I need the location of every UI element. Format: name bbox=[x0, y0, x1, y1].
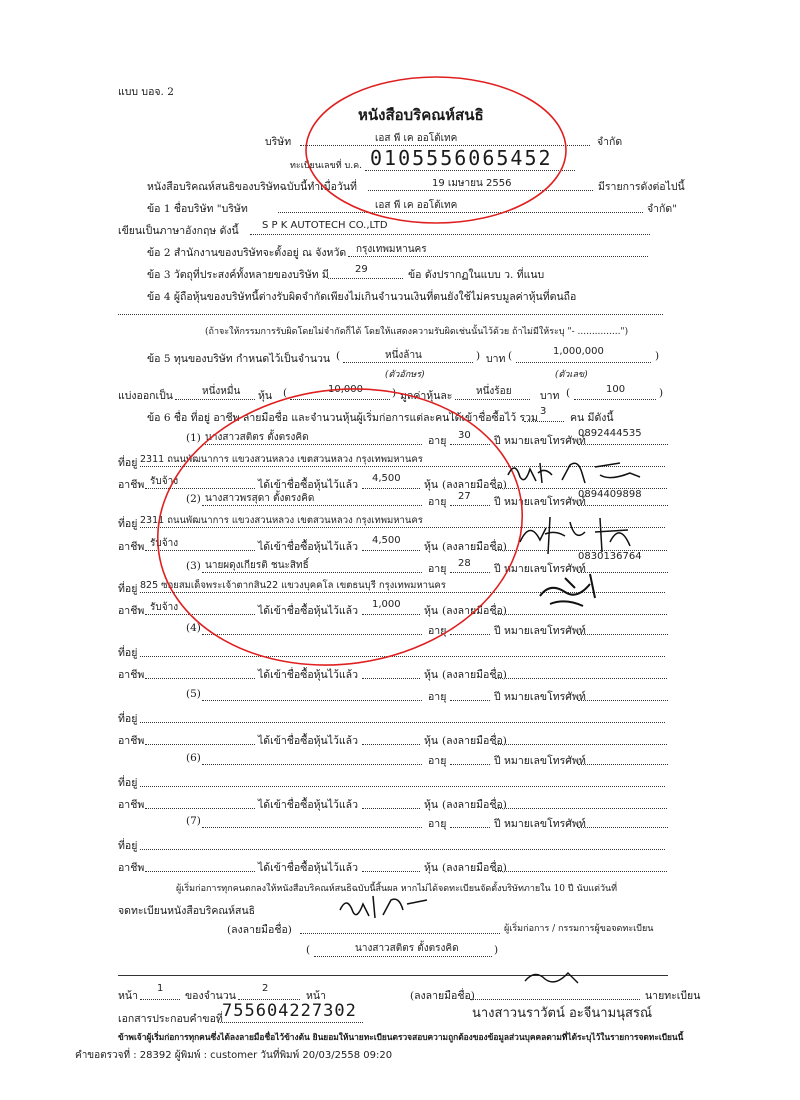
signature-label: (ลงลายมือชื่อ) bbox=[442, 669, 507, 681]
item2-label: ข้อ 2 สำนักงานของบริษัทจะตั้งอยู่ ณ จังหวัด bbox=[147, 247, 347, 259]
item6-count: 3 bbox=[540, 406, 547, 417]
print-info: คำขอตรวจที่ : 28392 ผู้พิมพ์ : customer วันที่พิมพ์ 20/03/2558 09:20 bbox=[75, 1050, 393, 1061]
footer-total-pages: 2 bbox=[262, 983, 269, 994]
promoter-phone: 0830136764 bbox=[578, 551, 642, 562]
footer-warning: ข้าพเจ้าผู้เริ่มก่อการทุกคนซึ่งได้ลงลายมือชื่อไว้ข้างต้น ยินยอมให้นายทะเบียนตรวจสอบความถูกต้องของข้อมูลส่วนบุคคลตามที่ได้ระบุไว้ในรายการจดทะเบียนนี้ bbox=[118, 1032, 684, 1042]
registration-label: ทะเบียนเลขที่ บ.ค. bbox=[290, 161, 362, 171]
promoter-shares: 4,500 bbox=[372, 473, 401, 484]
intro-tail: มีรายการดังต่อไปนี้ bbox=[598, 181, 685, 193]
year-tel-label: ปี หมายเลขโทรศัพท์ bbox=[494, 755, 586, 767]
promoter-number: (6) bbox=[186, 752, 201, 764]
item1-en-label: เขียนเป็นภาษาอังกฤษ ดังนี้ bbox=[118, 225, 239, 237]
age-label: อายุ bbox=[428, 691, 447, 703]
company-name: เอส พี เค ออโต้เทค bbox=[375, 133, 458, 144]
company-prefix: บริษัท bbox=[265, 136, 292, 148]
share-count-text: หนึ่งหมื่น bbox=[202, 386, 241, 397]
capital-text-note: (ตัวอักษร) bbox=[385, 370, 425, 380]
year-tel-label: ปี หมายเลขโทรศัพท์ bbox=[494, 496, 586, 508]
closing-line2: จดทะเบียนหนังสือบริคณห์สนธิ bbox=[118, 905, 256, 917]
registrar-signature bbox=[520, 963, 590, 993]
address-label: ที่อยู่ bbox=[118, 647, 138, 659]
signature-label: (ลงลายมือชื่อ) bbox=[442, 541, 507, 553]
item1-suffix: จำกัด" bbox=[647, 203, 678, 215]
item3-count: 29 bbox=[355, 264, 368, 275]
share-value-text: หนึ่งร้อย bbox=[476, 386, 512, 397]
occupation-label: อาชีพ bbox=[118, 541, 145, 553]
year-tel-label: ปี หมายเลขโทรศัพท์ bbox=[494, 435, 586, 447]
intro-text: หนังสือบริคณห์สนธิของบริษัทฉบับนี้ทำเมื่อวันที่ bbox=[147, 181, 357, 193]
address-label: ที่อยู่ bbox=[118, 777, 138, 789]
promoter-age: 27 bbox=[458, 491, 471, 502]
share-unit-label: หุ้น bbox=[424, 605, 439, 617]
item5-baht: บาท bbox=[486, 353, 506, 365]
occupation-label: อาชีพ bbox=[118, 605, 145, 617]
memorandum-date: 19 เมษายน 2556 bbox=[432, 178, 512, 189]
item2-province: กรุงเทพมหานคร bbox=[356, 244, 427, 255]
share-unit-label: หุ้น bbox=[424, 862, 439, 874]
promoter-address: 2311 ถนนพัฒนาการ แขวงสวนหลวง เขตสวนหลวง กรุงเทพมหานคร bbox=[140, 515, 423, 526]
promoter-number: (5) bbox=[186, 688, 201, 700]
share-unit-label: หุ้น bbox=[424, 799, 439, 811]
age-label: อายุ bbox=[428, 563, 447, 575]
year-tel-label: ปี หมายเลขโทรศัพท์ bbox=[494, 625, 586, 637]
age-label: อายุ bbox=[428, 755, 447, 767]
share-unit-label: หุ้น bbox=[424, 735, 439, 747]
age-label: อายุ bbox=[428, 818, 447, 830]
age-label: อายุ bbox=[428, 496, 447, 508]
share-unit-label: หุ้น bbox=[424, 479, 439, 491]
shares-unit: หุ้น bbox=[258, 390, 273, 402]
year-tel-label: ปี หมายเลขโทรศัพท์ bbox=[494, 563, 586, 575]
closing-sign-label: (ลงลายมือชื่อ) bbox=[227, 924, 292, 936]
promoter-number: (7) bbox=[186, 815, 201, 827]
closing-signer: นางสาวสติตร ตั้งตรงคิด bbox=[355, 943, 459, 954]
share-value-label: มูลค่าหุ้นละ bbox=[400, 390, 453, 402]
receipt-label: เอกสารประกอบคำขอที่ bbox=[118, 1013, 223, 1025]
signature-label: (ลงลายมือชื่อ) bbox=[442, 735, 507, 747]
promoter-phone: 0894409898 bbox=[578, 489, 642, 500]
footer-page-number: 1 bbox=[157, 983, 164, 994]
item6-label: ข้อ 6 ชื่อ ที่อยู่ อาชีพ ลายมือชื่อ และจำนวนหุ้นผู้เริ่มก่อการแต่ละคนได้เข้าชื่อซื้อไว้ รวม bbox=[147, 412, 538, 424]
item4-note: (ถ้าจะให้กรรมการรับผิดโดยไม่จำกัดก็ได้ โดยให้แสดงความรับผิดเช่นนั้นไว้ด้วย ถ้าไม่มีให้ระบุ "- ...............") bbox=[205, 327, 629, 337]
signature-label: (ลงลายมือชื่อ) bbox=[442, 799, 507, 811]
promoter-address: 2311 ถนนพัฒนาการ แขวงสวนหลวง เขตสวนหลวง กรุงเทพมหานคร bbox=[140, 454, 423, 465]
item4-label: ข้อ 4 ผู้ถือหุ้นของบริษัทนี้ต่างรับผิดจำกัดเพียงไม่เกินจำนวนเงินที่ตนยังใช้ไม่ครบมูลค่าหุ้นที่ตนถือ bbox=[147, 291, 577, 303]
promoter-occupation: รับจ้าง bbox=[150, 476, 179, 487]
shares-subscribed-label: ได้เข้าชื่อซื้อหุ้นไว้แล้ว bbox=[258, 735, 359, 747]
capital-number-note: (ตัวเลข) bbox=[555, 370, 588, 380]
item3-label: ข้อ 3 วัตถุที่ประสงค์ทั้งหลายของบริษัท มี bbox=[147, 269, 329, 281]
share-unit-label: หุ้น bbox=[424, 669, 439, 681]
address-label: ที่อยู่ bbox=[118, 583, 138, 595]
age-label: อายุ bbox=[428, 435, 447, 447]
closing-role: ผู้เริ่มก่อการ / กรรมการผู้ขอจดทะเบียน bbox=[504, 924, 654, 934]
footer-sign-label: (ลงลายมือชื่อ) bbox=[410, 990, 475, 1002]
form-code: แบบ บอจ. 2 bbox=[118, 86, 174, 98]
promoter-address: 825 ซอยสมเด็จพระเจ้าตากสิน22 แขวงบุคคโล เขตธนบุรี กรุงเทพมหานคร bbox=[140, 580, 446, 591]
document-title: หนังสือบริคณห์สนธิ bbox=[358, 106, 484, 124]
item5-label: ข้อ 5 ทุนของบริษัท กำหนดไว้เป็นจำนวน bbox=[147, 353, 331, 365]
signature-label: (ลงลายมือชื่อ) bbox=[442, 605, 507, 617]
shares-subscribed-label: ได้เข้าชื่อซื้อหุ้นไว้แล้ว bbox=[258, 862, 359, 874]
promoter2-signature bbox=[510, 512, 660, 562]
promoter1-signature bbox=[500, 455, 670, 495]
item1-company-name: เอส พี เค ออโต้เทค bbox=[375, 200, 458, 211]
annotation-circle-promoters bbox=[140, 366, 541, 688]
promoter-shares: 4,500 bbox=[372, 535, 401, 546]
shares-baht: บาท bbox=[540, 390, 560, 402]
share-count-number: 10,000 bbox=[328, 384, 363, 395]
capital-number: 1,000,000 bbox=[553, 346, 604, 357]
footer-of-label: ของจำนวน bbox=[185, 990, 236, 1002]
company-suffix: จำกัด bbox=[597, 136, 623, 148]
address-label: ที่อยู่ bbox=[118, 518, 138, 530]
promoter-occupation: รับจ้าง bbox=[150, 602, 179, 613]
shares-subscribed-label: ได้เข้าชื่อซื้อหุ้นไว้แล้ว bbox=[258, 669, 359, 681]
capital-text: หนึ่งล้าน bbox=[385, 350, 422, 361]
promoter-phone: 0892444535 bbox=[578, 428, 642, 439]
shares-subscribed-label: ได้เข้าชื่อซื้อหุ้นไว้แล้ว bbox=[258, 799, 359, 811]
registrar-label: นายทะเบียน bbox=[645, 990, 701, 1002]
address-label: ที่อยู่ bbox=[118, 457, 138, 469]
share-value-number: 100 bbox=[606, 384, 626, 395]
occupation-label: อาชีพ bbox=[118, 669, 145, 681]
footer-page-label: หน้า bbox=[118, 990, 138, 1002]
shares-subscribed-label: ได้เข้าชื่อซื้อหุ้นไว้แล้ว bbox=[258, 605, 359, 617]
year-tel-label: ปี หมายเลขโทรศัพท์ bbox=[494, 818, 586, 830]
registration-number: 0105556065452 bbox=[370, 146, 553, 170]
registrar-name: นางสาวนราวัตน์ อะจีนามนุสรณ์ bbox=[472, 1006, 653, 1021]
share-unit-label: หุ้น bbox=[424, 541, 439, 553]
annotation-circle-header bbox=[306, 77, 566, 223]
shares-subscribed-label: ได้เข้าชื่อซื้อหุ้นไว้แล้ว bbox=[258, 541, 359, 553]
occupation-label: อาชีพ bbox=[118, 862, 145, 874]
shares-subscribed-label: ได้เข้าชื่อซื้อหุ้นไว้แล้ว bbox=[258, 479, 359, 491]
address-label: ที่อยู่ bbox=[118, 840, 138, 852]
year-tel-label: ปี หมายเลขโทรศัพท์ bbox=[494, 691, 586, 703]
footer-pages-label: หน้า bbox=[306, 990, 326, 1002]
signature-label: (ลงลายมือชื่อ) bbox=[442, 479, 507, 491]
company-name-en: S P K AUTOTECH CO.,LTD bbox=[262, 220, 388, 231]
item1-label: ข้อ 1 ชื่อบริษัท "บริษัท bbox=[147, 203, 248, 215]
promoter-number: (1) bbox=[186, 432, 201, 444]
occupation-label: อาชีพ bbox=[118, 735, 145, 747]
promoter-age: 28 bbox=[458, 558, 471, 569]
shares-label: แบ่งออกเป็น bbox=[118, 390, 173, 402]
age-label: อายุ bbox=[428, 625, 447, 637]
promoter-shares: 1,000 bbox=[372, 599, 401, 610]
promoter-number: (2) bbox=[186, 493, 201, 505]
signature-label: (ลงลายมือชื่อ) bbox=[442, 862, 507, 874]
item6-tail: คน มีดังนี้ bbox=[570, 412, 614, 424]
promoter-age: 30 bbox=[458, 430, 471, 441]
promoter-name: นางสาวสติตร ตั้งตรงคิด bbox=[205, 432, 309, 443]
closing-signature bbox=[335, 890, 435, 930]
promoter3-signature bbox=[535, 568, 625, 618]
item3-tail: ข้อ ดังปรากฏในแบบ ว. ที่แนบ bbox=[408, 269, 545, 281]
promoter-name: นายผดุงเกียรติ ชนะสิทธิ์ bbox=[205, 560, 309, 571]
address-label: ที่อยู่ bbox=[118, 713, 138, 725]
closing-line1: ผู้เริ่มก่อการทุกคนตกลงให้หนังสือบริคณห์สนธิฉบับนี้สิ้นผล หากไม่ได้จดทะเบียนจัดตั้งบริษัทภายใน 10 ปี นับแต่วันที่ bbox=[176, 884, 618, 894]
receipt-number: 755604227302 bbox=[222, 1001, 357, 1021]
promoter-number: (3) bbox=[186, 560, 201, 572]
occupation-label: อาชีพ bbox=[118, 799, 145, 811]
occupation-label: อาชีพ bbox=[118, 479, 145, 491]
promoter-occupation: รับจ้าง bbox=[150, 538, 179, 549]
promoter-number: (4) bbox=[186, 622, 201, 634]
promoter-name: นางสาวพรสุดา ตั้งตรงคิด bbox=[205, 493, 315, 504]
